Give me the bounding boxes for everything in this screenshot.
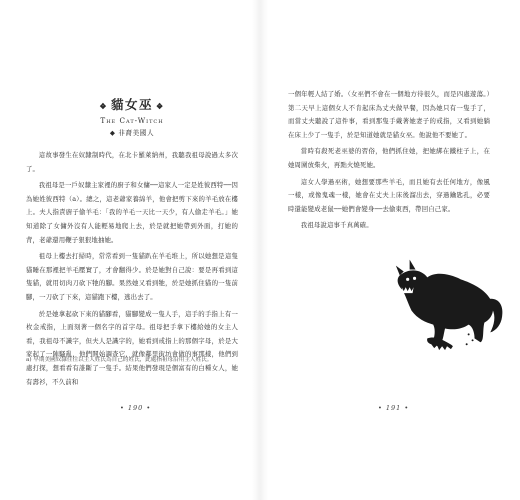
witch-cat-illustration [388,240,506,358]
page-number-right: • 191 • [378,404,410,412]
left-paragraph-4: 於是她拿起砍下來的貓腳看，貓腳變成一隻人手，這手的手指上有一枚金戒指，上面刻著一個名字的首字母。祖母把手拿下樓給她的女主人看，我祖母不識字，但夫人是識字的，她看到戒指上的那個字母，於是大家起了一陣騷亂，他們開始調查它，就像鄰里街坊會做的事那樣，他們到處打探，想看看有誰斷了一隻手。結果他們發現是個富有的白種女人，她有壽衫，不久前和 [26,309,238,386]
right-paragraph-3: 這女人學過巫術，她想要那些羊毛，而且她有去任何地方，像風一樣，或像鬼魂一樣，她會在丈夫上床後溜出去，穿過鑰匙孔，必要時還能變成老鼠──她們會變身──去偷東西，帶回自己家。 [288,177,490,213]
left-paragraph-2: 我祖母是一戶奴隸主家裡的廚子和女傭──這家人一定是姓彼西特──因為她姓彼西特（a）。總之，這老爺家養綿羊，他會把剪下來的羊毛放在樓上。夫人指責廚子偷羊毛：「我的羊毛一天比一天少，有人偷走羊毛。」她知道除了女傭外沒有人能輕易地爬上去，於是就把她帶到外面，打她的背，老爺還用鞭子狠狠地抽她。 [26,181,238,244]
chapter-subtitle: The Cat-Witch [100,116,164,125]
page-number-left: • 190 • [120,404,152,412]
left-paragraph-3: 祖母上樓去打掃時，常常看到一隻貓趴在羊毛堆上，所以她想是這隻貓睡在那裡把羊毛壓實了，才會翻得少。於是她對自己說：要是再看到這隻貓，就用切肉刀砍下牠的腳。果然她又看到牠，於是她抓住貓的一隻前腳，一刀砍了下來，這貓跑下樓，逃出去了。 [26,252,238,301]
left-paragraph-1: 這故事發生在奴隸制時代，在北卡羅萊納州，我聽我祖母說過太多次了。 [26,151,238,173]
chapter-title [96,95,167,113]
right-paragraph-4: 我祖母說這事千真萬確。 [300,221,373,230]
right-flourish-icon: ❖ [156,100,165,111]
chapter-origin: ◆ 非裔美國人 [109,129,155,137]
right-paragraph-1: 一個年輕人結了婚。（女巫們不會在一個地方待很久，而是四處遊蕩。）第二天早上這個女人不肯起床為丈夫做早餐，因為她只有一隻手了，而當丈夫聽說了這件事，看到那隻手戴著她妻子的戒指，又看到她躺在床上少了一隻手，於是知道她就是貓女巫。他說他不要她了。 [288,90,490,139]
left-flourish-icon: ❖ [99,100,108,111]
footnote: a) 早期美國奴隸往往以主人姓氏為自己的姓氏，此處指祖母沿用主人姓氏。 [26,357,213,363]
right-paragraph-2: 當時有殺死老巫婆的習俗，他們抓住她，把她綁在鐵柱子上，在她周圍放柴火，再點火燒死她。 [288,147,490,169]
chapter-title-text: 貓女巫 [110,97,153,112]
chapter-heading [26,94,238,137]
chapter-origin-text: 非裔美國人 [118,129,155,137]
